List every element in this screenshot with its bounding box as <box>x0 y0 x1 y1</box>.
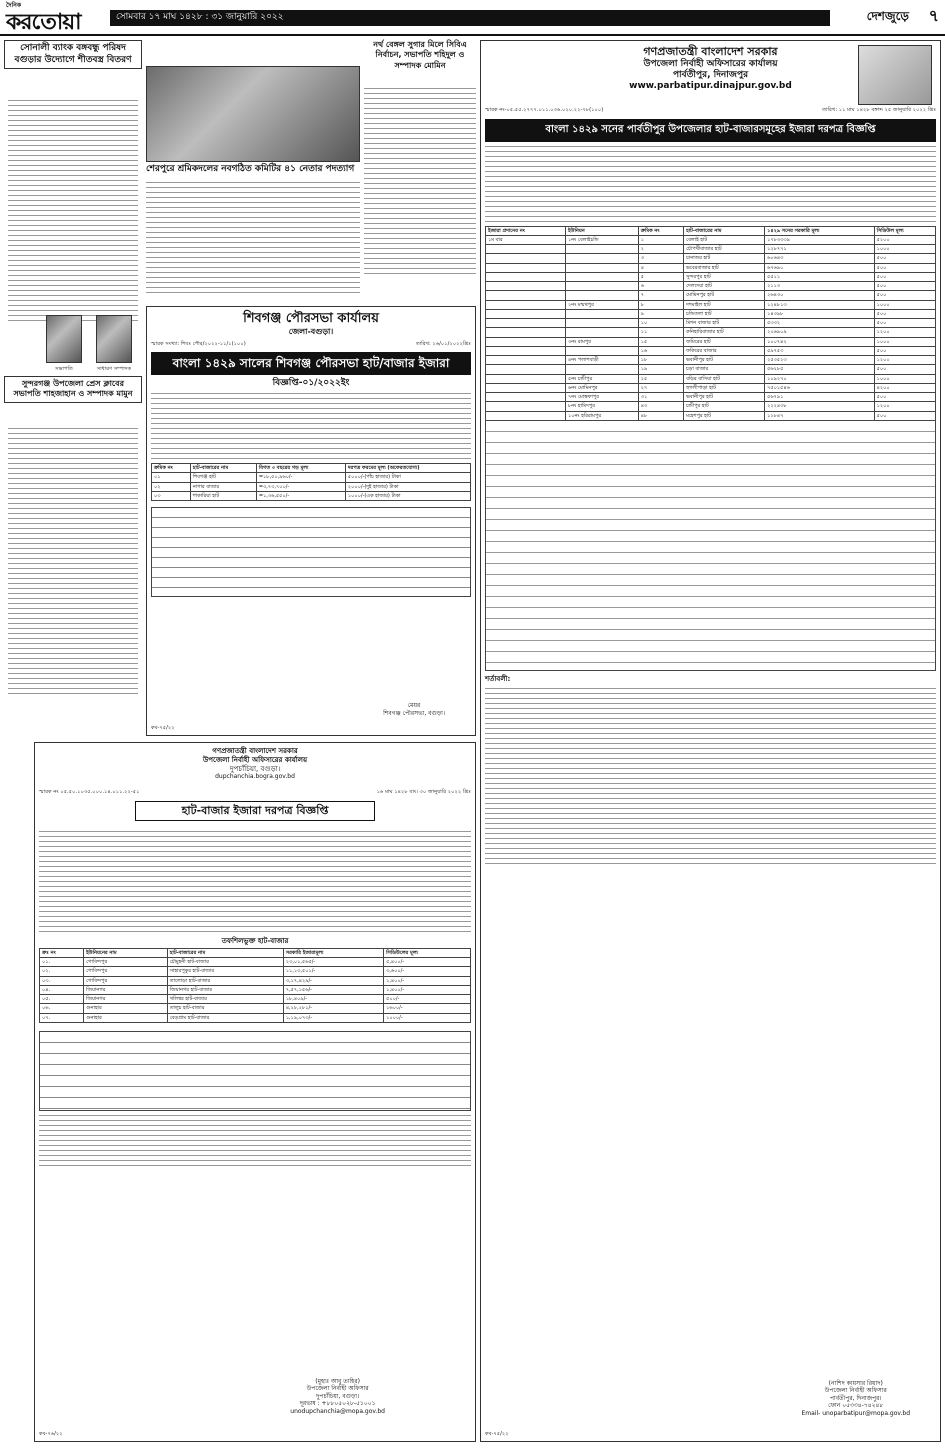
cell: বেড়গ্রাম হাট-বাজার <box>167 1013 283 1022</box>
cell: ১২৮৭৭১ <box>765 245 874 254</box>
cell <box>565 328 638 337</box>
cell: ২০৬৯০৯ <box>765 328 874 337</box>
dup-list-title: তফশিলভুক্ত হাট-বাজার <box>221 937 289 945</box>
cell: ৭৫০১৫৪৬ <box>765 383 874 392</box>
table-row <box>40 985 471 994</box>
headline-press-club: সুন্দরগঞ্জ উপজেলা প্রেস ক্লাবের সভাপতি শাহজাহান ও সম্পাদক মামুন <box>4 376 142 403</box>
cell <box>486 402 566 411</box>
cell: ৫০০ <box>874 272 935 281</box>
shibganj-date: তারিখ: ২৬/০১/২০২২খ্রিঃ <box>415 341 471 348</box>
cell: ২৭ <box>638 383 683 392</box>
cell <box>486 245 566 254</box>
cell: চৌপথীবাজার হাট <box>684 245 765 254</box>
shibganj-ref: কব-৭৫/২২ <box>151 724 175 731</box>
parb-banner: বাংলা ১৪২৯ সনের পার্বতীপুর উপজেলার হাট-বাজারসমূহের ইজারা দরপত্র বিজ্ঞপ্তি <box>485 119 936 142</box>
cell: ১০৯২৭০ <box>765 374 874 383</box>
cell: ৫০০ <box>874 393 935 402</box>
cell: ৮নং হামিদপুর <box>565 402 638 411</box>
cell: দশমাইল হাট <box>684 300 765 309</box>
cell: হুগলীপাড়া হাট <box>684 383 765 392</box>
shibganj-sig-title: মেয়র <box>407 702 421 709</box>
table-row <box>40 958 471 967</box>
cell: ১০০০ <box>874 337 935 346</box>
cell: ৫০০ <box>874 263 935 272</box>
paper-logo: করতোয়া <box>6 9 81 35</box>
president-photo <box>46 315 82 363</box>
cell: ১,৪০০/- <box>384 985 471 994</box>
cell: ৫০০ <box>874 282 935 291</box>
dup-ref: কব-৭৬/২২ <box>39 1430 63 1437</box>
cell <box>486 356 566 365</box>
cell: ৫২০০ <box>874 235 935 244</box>
col-header: ইউনিয়নের নাম <box>84 948 168 957</box>
page-number: ৭ <box>928 6 939 25</box>
cell: ৭,৫৭,১৫৬/- <box>283 985 383 994</box>
table-row <box>486 245 936 254</box>
cell <box>565 346 638 355</box>
parb-memo: স্মারক নং-০৫.৫৫.২৭৭৭.০১১.০৩৬.০২০.২২-৭৮(১০০) <box>485 106 604 113</box>
cell: ৮ <box>638 300 683 309</box>
cell: ১,৪০০/- <box>384 976 471 985</box>
shibganj-market-table <box>151 463 471 501</box>
table-row <box>40 1013 471 1022</box>
cell <box>486 411 566 420</box>
cell <box>486 346 566 355</box>
cell: বড়ির বাসিয়া হাট <box>684 374 765 383</box>
col-header: হাট-বাজারের নাম <box>190 464 256 473</box>
cell: ০২ <box>152 482 191 491</box>
cell: ০৭. <box>40 1013 84 1022</box>
cell: ৬নং মোমিনপুর <box>565 383 638 392</box>
cell: ৫০০ <box>874 291 935 300</box>
cell: দেলদেয়া হাট <box>684 282 765 291</box>
cell: ফকিরের বাজার <box>684 346 765 355</box>
cell <box>486 291 566 300</box>
table-row <box>486 328 936 337</box>
cell: ১২৪৮১৩ <box>765 300 874 309</box>
shibganj-subtitle: জেলা-বগুড়া। <box>288 327 334 337</box>
cell <box>565 319 638 328</box>
cell: ৪ <box>638 263 683 272</box>
cell: নাগার বাজার <box>190 482 256 491</box>
cell: ৬৭৬৯০ <box>765 263 874 272</box>
cell: তালুচ হাট-বাজার <box>167 1004 283 1013</box>
dup-date: ১৬ মাঘ ১৪২৮ বাং। ৩০ জানুয়ারি ২০২২ খ্রিঃ <box>376 788 471 795</box>
cell: ১৬ <box>638 346 683 355</box>
cell <box>486 328 566 337</box>
cell: শাকারিয়া হাট <box>190 491 256 500</box>
table-row <box>152 491 471 500</box>
col-header: হাট-বাজারের নাম <box>684 226 765 235</box>
cell: গোবিন্দপুর <box>84 958 168 967</box>
caption-secretary: সাধারণ সম্পাদক <box>96 366 132 372</box>
table-row <box>486 337 936 346</box>
cell: শিবগঞ্জ হাট <box>190 473 256 482</box>
cell: ০৩. <box>40 976 84 985</box>
parb-sig-place: পার্বতীপুর, দিনাজপুর। <box>829 1394 882 1402</box>
cell: ৪,২৮,২৮১/- <box>283 1004 383 1013</box>
cell: ৫০০/- <box>384 995 471 1004</box>
cell: ৫৬২৮৫ <box>765 365 874 374</box>
cell: ১২০০ <box>874 328 935 337</box>
table-row <box>152 473 471 482</box>
cell <box>486 393 566 402</box>
col-header: হাট-বাজারের নাম <box>167 948 283 957</box>
table-row <box>486 402 936 411</box>
cell: ভবানীপুর হাট <box>684 356 765 365</box>
cell: ৫৩৩২ <box>765 319 874 328</box>
parbatipur-tender-ad <box>480 40 941 1442</box>
cell: ১৮ <box>638 356 683 365</box>
cell: ২১১৩ <box>765 282 874 291</box>
cell <box>486 309 566 318</box>
cell: ২ <box>638 245 683 254</box>
cell: ৩১ <box>638 393 683 402</box>
cell <box>565 272 638 281</box>
cell <box>565 245 638 254</box>
cell: ০২. <box>40 967 84 976</box>
col-header: ক্রমিক নং <box>152 464 191 473</box>
shibganj-title: শিবগঞ্জ পৌরসভা কার্যালয় <box>243 311 379 326</box>
table-row <box>40 976 471 985</box>
table-row <box>486 356 936 365</box>
cell: ৫ <box>638 272 683 281</box>
table-row <box>486 319 936 328</box>
parb-ref: কব-৭৫/২২ <box>485 1430 509 1437</box>
cell: ৫নং চন্ডীপুর <box>565 374 638 383</box>
table-row <box>486 393 936 402</box>
cell <box>486 365 566 374</box>
cell: মহেশপুর হাট <box>684 411 765 420</box>
table-row <box>486 272 936 281</box>
cell: ৪নং পলাশবাড়ী <box>565 356 638 365</box>
cell: ৫,৪০০/- <box>384 958 471 967</box>
parb-website: www.parbatipur.dinajpur.gov.bd <box>629 81 792 92</box>
cell: ১০০০/-(এক হাজার) টাকা <box>345 491 470 500</box>
table-row <box>486 235 936 244</box>
table-row <box>486 254 936 263</box>
cell: ১২০০ <box>874 402 935 411</box>
cell: ভবেরবাজার হাট <box>684 263 765 272</box>
cell <box>565 291 638 300</box>
parb-market-table <box>485 226 936 421</box>
cell: ১নং বেলাইচন্ডি <box>565 235 638 244</box>
parb-notes-title: শর্তাবলী: <box>485 674 511 683</box>
cell: ০৪. <box>40 985 84 994</box>
cell: ২৬৪৩০ <box>765 291 874 300</box>
cell: ৫০০ <box>874 319 935 328</box>
cell: ১০০০/- <box>384 1013 471 1022</box>
cell: ২৫৩৫২৩ <box>765 356 874 365</box>
cell: =১৮,৫০,৯৬০/- <box>256 473 345 482</box>
dup-market-table <box>39 948 471 1023</box>
table-row <box>486 374 936 383</box>
cell: চন্ডীপুর হাট <box>684 402 765 411</box>
table-row <box>40 1004 471 1013</box>
mujib-borsho-logo <box>858 45 932 105</box>
cell: ১ম বার <box>486 235 566 244</box>
cell <box>486 254 566 263</box>
cell: ২২২৪৩৮ <box>765 402 874 411</box>
dup-schedule-table <box>39 1031 471 1111</box>
cell <box>565 282 638 291</box>
parb-table-continued <box>485 421 936 671</box>
cell: মোমিনপুর হাট <box>684 291 765 300</box>
cell <box>486 374 566 383</box>
headline-sonali-bank: সোনালী ব্যাংক বঙ্গবন্ধু পরিষদ বগুড়ার উদ্যোগে শীতবস্ত্র বিতরণ <box>4 40 142 69</box>
cell: ০৬. <box>40 1004 84 1013</box>
cell <box>486 319 566 328</box>
cell: ১৪৩৯৮ <box>765 309 874 318</box>
cell: ১২০০ <box>874 356 935 365</box>
col-header: সিডিউলের মূল্য <box>384 948 471 957</box>
cell <box>565 365 638 374</box>
cell: ২৩,০১,৫৬৫/- <box>283 958 383 967</box>
table-row <box>486 309 936 318</box>
shibganj-tender-ad <box>146 306 476 736</box>
cell: গোবিন্দপুর <box>84 967 168 976</box>
date-bar: সোমবার ১৭ মাঘ ১৪২৮ : ৩১ জানুয়ারি ২০২২ <box>110 10 830 26</box>
cell: সুন্দরপুর হাট <box>684 272 765 281</box>
col-header: সিডিউল মূল্য <box>874 226 935 235</box>
cell: গোবিন্দপুর <box>84 976 168 985</box>
headline-sugar-mill: নর্থ বেঙ্গল সুগার মিলে সিবিএ নির্বাচন, সভাপতি শহিদুল ও সম্পাদক মোমিন <box>373 40 467 70</box>
cell <box>486 282 566 291</box>
cell: সাহারপুকুর হাট-বাজার <box>167 967 283 976</box>
cell: চন্ডিতলা হাট <box>684 309 765 318</box>
col-header: ১৪২৯ সনের সরকারি মূল্য <box>765 226 874 235</box>
dup-memo: স্মারক নং ০৫.৫০.১০৩৫.০০০.১৪.০১১.২২-৫১ <box>39 788 140 795</box>
cell: ৫০০ <box>874 365 935 374</box>
cell: ৫৫১১ <box>765 272 874 281</box>
cell <box>486 337 566 346</box>
table-row <box>486 282 936 291</box>
cell: ১৭৮৩৩৩৯ <box>765 235 874 244</box>
col-header: দরপত্র ফরমের মূল্য (অফেরতযোগ্য) <box>345 464 470 473</box>
cell: ৭নং মোস্তফাপুর <box>565 393 638 402</box>
dup-sig-name: (মুহাঃ আবু তাহির) <box>315 1377 360 1385</box>
cell: ১৫ <box>638 337 683 346</box>
table-row <box>486 411 936 420</box>
col-header: ইউনিয়ন <box>565 226 638 235</box>
parb-place: পার্বতীপুর, দিনাজপুর <box>672 70 749 80</box>
dup-email: unodupchanchia@mopa.gov.bd <box>290 1407 385 1415</box>
cell: জমিরের হাট <box>684 337 765 346</box>
cell: ৩ <box>638 254 683 263</box>
parb-sig-title: উপজেলা নির্বাহী অফিসার <box>824 1387 887 1394</box>
dupchanchia-tender-ad <box>34 742 476 1442</box>
cell: ১০০০ <box>874 374 935 383</box>
cell: তালোড়া হাট-বাজার <box>167 976 283 985</box>
cell <box>486 383 566 392</box>
cell <box>565 254 638 263</box>
cell: চানাজর হাট <box>684 254 765 263</box>
section-name: দেশজুড়ে <box>866 9 909 23</box>
cell <box>486 263 566 272</box>
cell: ১২৮৪৭ <box>765 411 874 420</box>
table-row <box>486 291 936 300</box>
cell: জিয়ানগর হাট-বাজার <box>167 985 283 994</box>
cell: খলিশ্বর হাট-বাজার <box>167 995 283 1004</box>
cell: ৩নং রামপুর <box>565 337 638 346</box>
cell: ২৫ <box>638 374 683 383</box>
dup-place: দুপচাঁচিয়া, বগুড়া। <box>229 764 281 773</box>
dup-gov: গণপ্রজাতন্ত্রী বাংলাদেশ সরকার <box>212 747 298 755</box>
table-row <box>40 967 471 976</box>
cell: কনিহারিবাজার হাট <box>684 328 765 337</box>
cell: ৪৩ <box>638 402 683 411</box>
cell: ৫০০ <box>874 411 935 420</box>
dup-phone: দূরভাষ : +৮৮০৫০২৮-৫১০০১ <box>299 1400 376 1407</box>
cell: ১৬০০/- <box>384 1004 471 1013</box>
cell: ভবানীপুর হাট <box>684 393 765 402</box>
cell <box>565 309 638 318</box>
cell: চড়া বাজার <box>684 365 765 374</box>
cell: ০৫. <box>40 995 84 1004</box>
dup-sig-title: উপজেলা নির্বাহী অফিসার <box>306 1385 369 1392</box>
cell: চৌমুহনী হাট-বাজার <box>167 958 283 967</box>
cell: ০৩ <box>152 491 191 500</box>
cell: জিয়ানগর <box>84 985 168 994</box>
cell <box>486 300 566 309</box>
cell: ৫০০০/-(পাঁচ হাজার) টাকা <box>345 473 470 482</box>
cell: ১০০৭৪২ <box>765 337 874 346</box>
cell: =৩,৭৩,৭০০/- <box>256 482 345 491</box>
meeting-photo <box>146 66 360 162</box>
col-header: ক্রঃ নং <box>40 948 84 957</box>
shibganj-schedule-table <box>151 507 471 597</box>
parb-date: তারিখ: ১১ মাঘ ১৪২৮ বঙ্গাব্দ ২৫ জানুয়ারি ২০২২ খ্রিঃ <box>822 106 936 113</box>
table-row <box>486 263 936 272</box>
cell: =১,৩৬,৫৫০/- <box>256 491 345 500</box>
table-row <box>486 300 936 309</box>
col-header: বিগত ৩ বছরের গড় মূল্য <box>256 464 345 473</box>
cell: ৫০০ <box>874 309 935 318</box>
parb-phone: ফোন ০৫৩৩৪-৭৪২৪৮ <box>828 1402 884 1409</box>
cell: ৪৮ <box>638 411 683 420</box>
col-header: ক্রমিক নং <box>638 226 683 235</box>
cell: ৫০০ <box>874 346 935 355</box>
col-header: সরকারি ইজারামূল্য <box>283 948 383 957</box>
left-column <box>4 40 142 740</box>
cell: ১০ <box>638 319 683 328</box>
table-row <box>486 346 936 355</box>
table-row <box>486 365 936 374</box>
cell: ৯ <box>638 309 683 318</box>
dup-title: হাট-বাজার ইজারা দরপত্র বিজ্ঞপ্তি <box>135 801 375 821</box>
dup-office: উপজেলা নির্বাহী অফিসারের কার্যালয় <box>202 755 308 764</box>
col-header: ইজারা প্রদানের নং <box>486 226 566 235</box>
cell: ১১ <box>638 328 683 337</box>
shibganj-notice-no: বিজ্ঞপ্তি-০১/২০২২ইং <box>272 377 350 388</box>
cell: ১০০০ <box>874 245 935 254</box>
page-header <box>0 0 945 36</box>
cell: ০১ <box>152 473 191 482</box>
table-row <box>486 383 936 392</box>
cell: ৫৯৭৫৩ <box>765 346 874 355</box>
shibganj-banner: বাংলা ১৪২৯ সালের শিবগঞ্জ পৌরসভা হাট/বাজার ইজারা <box>151 352 471 375</box>
cell <box>565 263 638 272</box>
cell: ১১,১৩,৫০১/- <box>283 967 383 976</box>
cell <box>486 272 566 281</box>
cell: বেলাই হাট <box>684 235 765 244</box>
cell: গুনাহার <box>84 1013 168 1022</box>
cell: ১০০০ <box>874 300 935 309</box>
headline-sherpur: শেরপুরে শ্রমিকদলের নবগঠিত কমিটির ৪১ নেতার পদত্যাগ <box>146 164 355 174</box>
caption-president: সভাপতি <box>55 366 73 372</box>
cell: ৪২০০ <box>874 383 935 392</box>
cell: ৫৬৭৯১ <box>765 393 874 402</box>
parb-gov: গণপ্রজাতন্ত্রী বাংলাদেশ সরকার <box>643 45 778 58</box>
cell: ১ <box>638 235 683 244</box>
cell: ৩,১৭,৪২৯/- <box>283 976 383 985</box>
cell: ৬ <box>638 282 683 291</box>
cell: ১,১৯,০৭৩/- <box>283 1013 383 1022</box>
cell: ১৯ <box>638 365 683 374</box>
parb-email: Email- unoparbatipur@mopa.gov.bd <box>801 1409 910 1417</box>
dup-sig-place: দুপচাঁচিয়া, বগুড়া। <box>316 1392 360 1400</box>
dup-website: dupchanchia.bogra.gov.bd <box>215 773 295 781</box>
cell: ৭ <box>638 291 683 300</box>
table-row <box>40 995 471 1004</box>
parb-office: উপজেলা নির্বাহী অফিসারের কার্যালয় <box>643 58 778 69</box>
cell: ৫০০ <box>874 254 935 263</box>
cell: ২০০০/-(দুই হাজার) টাকা <box>345 482 470 491</box>
shibganj-sig-org: শিবগঞ্জ পৌরসভা, বগুড়া। <box>383 709 445 717</box>
parb-sig-name: (নাশিদ কায়সার রিয়াদ) <box>828 1379 883 1387</box>
secretary-photo <box>96 315 132 363</box>
cell: গুনাহার <box>84 1004 168 1013</box>
shibganj-memo: স্মারক সংখ্যা: শিবঃ পৌর/২০২২-১১/১(১০০) <box>151 341 246 348</box>
table-row <box>152 482 471 491</box>
paper-tagline: দৈনিক <box>6 2 22 9</box>
cell: ১০নং হরিরামপুর <box>565 411 638 420</box>
cell: জিয়ানগর <box>84 995 168 1004</box>
cell: ১৮,৪০৯/- <box>283 995 383 1004</box>
cell: ৩,৬০০/- <box>384 967 471 976</box>
cell: ০১. <box>40 958 84 967</box>
cell: ৬০৬৪৩ <box>765 254 874 263</box>
cell: মিশন বাজার হাট <box>684 319 765 328</box>
cell: ২নং মন্মথপুর <box>565 300 638 309</box>
